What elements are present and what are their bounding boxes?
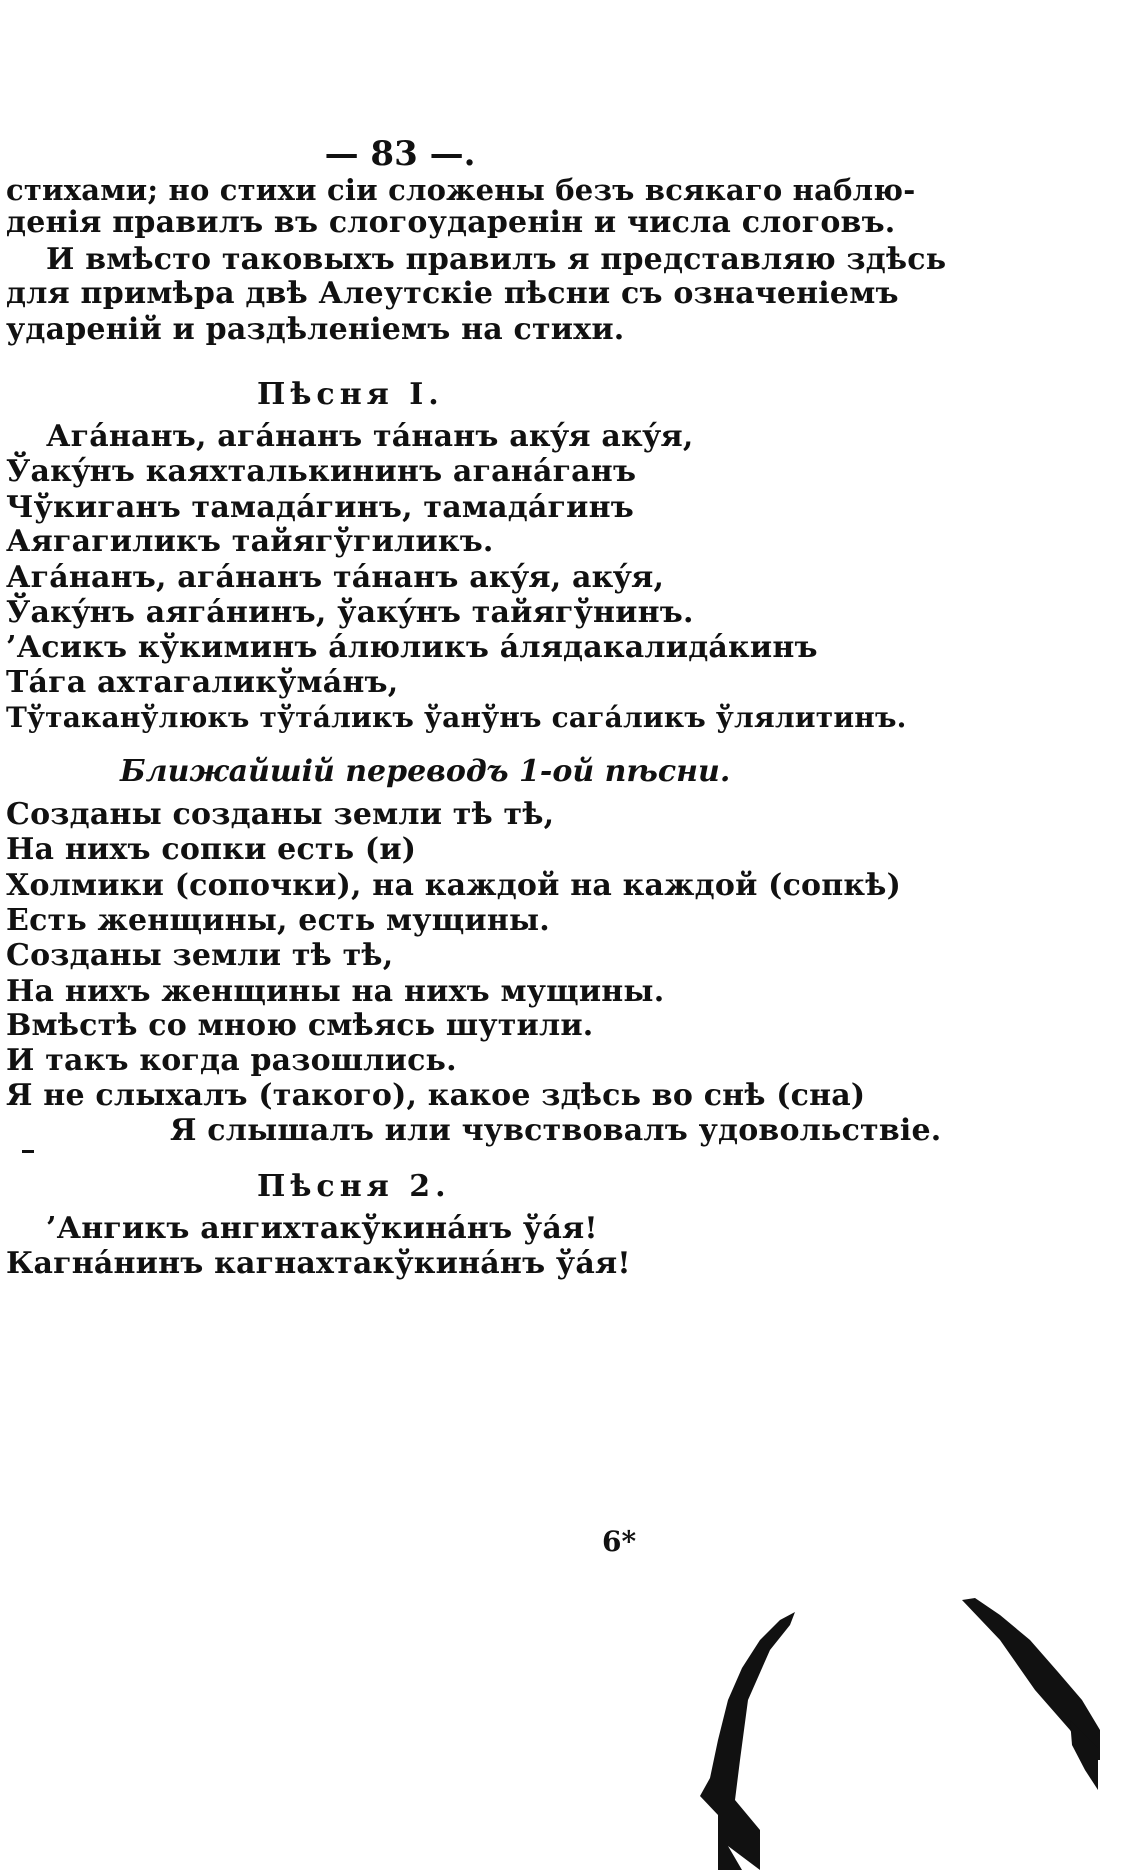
song2-line: Кагнáнинъ кагнахтакўкинáнъ ўáя! <box>6 1246 631 1281</box>
song2-title: Пѣсня 2. <box>257 1169 451 1204</box>
translation-line: Созданы земли тѣ тѣ, <box>6 938 394 973</box>
translation-line: На нихъ сопки есть (и) <box>6 832 417 867</box>
song1-title: Пѣсня I. <box>257 377 444 412</box>
intro-line: удареній и раздѣленіемъ на стихи. <box>6 312 625 347</box>
translation-line: Я не слыхалъ (такого), какое здѣсь во снѣ (сна) <box>6 1078 866 1113</box>
intro-line: стихами; но стихи сіи сложены безъ всякаго наблю- <box>6 173 916 207</box>
translation-title: Ближайшій переводъ 1-ой пѣсни. <box>120 754 731 789</box>
translation-line: Есть женщины, есть мущины. <box>6 903 550 938</box>
intro-line: для примѣра двѣ Алеутскіе пѣсни съ означеніемъ <box>6 276 899 311</box>
signature-mark: 6* <box>602 1525 637 1558</box>
page-number: — 83 —. <box>324 134 476 174</box>
song1-line: Ўакýнъ каяхталькининъ аганáганъ <box>6 454 637 489</box>
translation-line: И такъ когда разошлись. <box>6 1043 457 1078</box>
song2-line: ’Ангикъ ангихтакўкинáнъ ўáя! <box>46 1211 598 1246</box>
song1-line: Тáга ахтагаликўмáнъ, <box>6 665 399 700</box>
translation-line: Я слышалъ или чувствовалъ удовольствіе. <box>170 1113 942 1148</box>
song1-line: ’Асикъ кўкиминъ áлюликъ áлядакалидáкинъ <box>6 630 818 665</box>
translation-line: На нихъ женщины на нихъ мущины. <box>6 974 665 1009</box>
translation-line: Созданы созданы земли тѣ тѣ, <box>6 797 555 832</box>
intro-line: И вмѣсто таковыхъ правилъ я представляю здѣсь <box>46 242 947 277</box>
translation-line: Вмѣстѣ со мною смѣясь шутили. <box>6 1008 594 1043</box>
intro-line: денія правилъ въ слогоударенін и числа слоговъ. <box>6 205 896 240</box>
song1-line: Аягагиликъ тайягўгиликъ. <box>6 524 494 559</box>
translation-line: Холмики (сопочки), на каждой на каждой (сопкѣ) <box>6 868 901 903</box>
song1-line: Агáнанъ, агáнанъ тáнанъ акýя акýя, <box>46 419 694 454</box>
song1-line: Тўтаканўлюкъ тўтáликъ ўанўнъ сагáликъ ўлялитинъ. <box>6 701 907 734</box>
song1-line: Ўакýнъ аягáнинъ, ўакýнъ тайягўнинъ. <box>6 595 694 630</box>
song1-line: Агáнанъ, агáнанъ тáнанъ акýя, акýя, <box>6 560 665 595</box>
song1-line: Чўкиганъ тамадáгинъ, тамадáгинъ <box>6 490 634 525</box>
